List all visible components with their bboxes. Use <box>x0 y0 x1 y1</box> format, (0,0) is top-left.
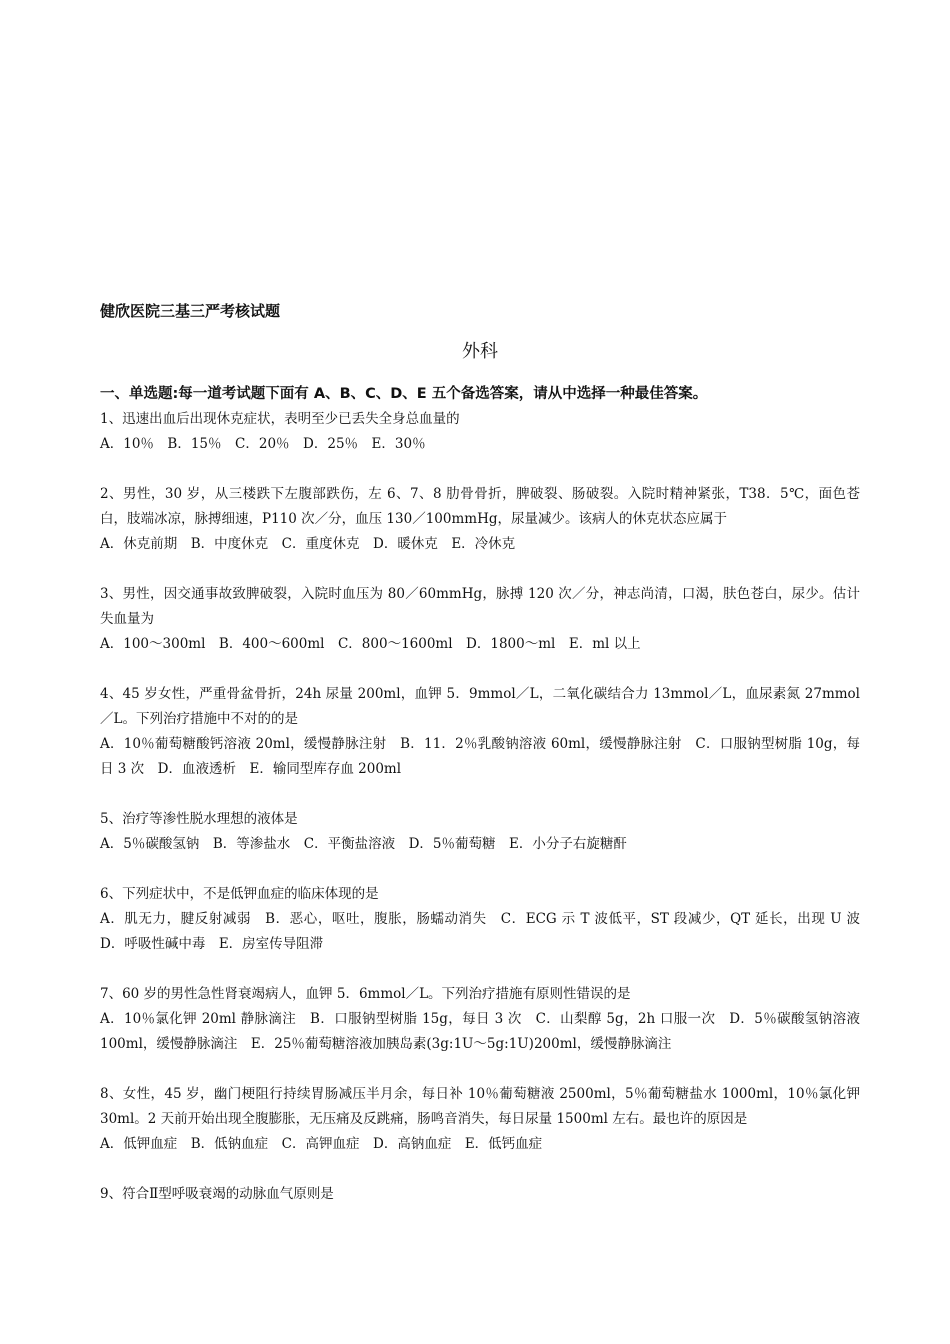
question-item <box>100 682 860 782</box>
question-options: A．肌无力，腱反射减弱 B．恶心，呕吐，腹胀，肠蠕动消失 C．ECG 示 T 波低平，ST 段减少，QT 延长，出现 U 波 D．呼吸性碱中毒 E．房室传导阻滞 <box>100 911 874 952</box>
question-stem: 4、45 岁女性，严重骨盆骨折，24h 尿量 200ml，血钾 5．9mmol／L，二氧化碳结合力 13mmol／L，血尿素氮 27mmol／L。下列治疗措施中不对的的是 <box>100 686 860 727</box>
question-stem: 6、下列症状中，不是低钾血症的临床体现的是 <box>100 886 379 902</box>
question-options: A．100～300ml B．400～600ml C．800～1600ml D．1800～ml E．ml 以上 <box>100 636 641 652</box>
question-item <box>100 882 874 957</box>
question-stem: 9、符合Ⅱ型呼吸衰竭的动脉血气原则是 <box>100 1186 334 1202</box>
question-item <box>100 582 860 657</box>
question-item <box>100 482 860 557</box>
question-stem: 3、男性，因交通事故致脾破裂，入院时血压为 80／60mmHg，脉搏 120 次／分，神志尚清，口渴，肤色苍白，尿少。估计失血量为 <box>100 586 860 627</box>
question-item <box>100 1082 860 1157</box>
question-stem: 1、迅速出血后出现休克症状，表明至少已丢失全身总血量的 <box>100 411 460 427</box>
question-options: A．5％碳酸氢钠 B．等渗盐水 C．平衡盐溶液 D．5％葡萄糖 E．小分子右旋糖酐 <box>100 836 627 852</box>
question-stem: 2、男性，30 岁，从三楼跌下左腹部跌伤，左 6、7、8 肋骨骨折，脾破裂、肠破裂。入院时精神紧张，T38．5℃，面色苍白，肢端冰凉，脉搏细速，P110 次／分，血压 130／100mmHg，尿量减少。该病人的休克状态应属于 <box>100 486 860 527</box>
question-stem: 8、女性，45 岁，幽门梗阻行持续胃肠减压半月余，每日补 10％葡萄糖液 2500ml，5％葡萄糖盐水 1000ml，10％氯化钾 30ml。2 天前开始出现全腹膨胀，无压痛及反跳痛，肠鸣音消失，每日尿量 1500ml 左右。最也许的原因是 <box>100 1086 860 1127</box>
exam-page <box>100 298 874 1232</box>
question-stem: 7、60 岁的男性急性肾衰竭病人，血钾 5．6mmol／L。下列治疗措施有原则性错误的是 <box>100 986 631 1002</box>
question-item <box>100 407 860 457</box>
question-options: A．10％氯化钾 20ml 静脉滴注 B．口服钠型树脂 15g，每日 3 次 C．山梨醇 5g，2h 口服一次 D．5％碳酸氢钠溶液 100ml，缓慢静脉滴注 E．25％葡萄糖溶液加胰岛素(3g:1U～5g:1U)200ml，缓慢静脉滴注 <box>100 1011 860 1052</box>
question-stem: 5、治疗等渗性脱水理想的液体是 <box>100 811 298 827</box>
question-options: A．10％葡萄糖酸钙溶液 20ml，缓慢静脉注射 B．11．2％乳酸钠溶液 60ml，缓慢静脉注射 C．口服钠型树脂 10g，每日 3 次 D．血液透析 E．输同型库存血 200ml <box>100 736 860 777</box>
question-options: A．10％ B．15％ C．20％ D．25％ E．30％ <box>100 436 426 452</box>
question-item <box>100 1182 860 1207</box>
question-options: A．低钾血症 B．低钠血症 C．高钾血症 D．高钠血症 E．低钙血症 <box>100 1136 543 1152</box>
document-title: 健欣医院三基三严考核试题 <box>100 302 281 320</box>
question-type-instruction: 一、单选题:每一道考试题下面有 A、B、C、D、E 五个备选答案，请从中选择一种最佳答案。 <box>100 386 708 402</box>
section-title: 外科 <box>462 341 498 362</box>
question-item <box>100 982 860 1057</box>
question-item <box>100 807 860 857</box>
question-options: A．休克前期 B．中度休克 C．重度休克 D．暖休克 E．冷休克 <box>100 536 516 552</box>
